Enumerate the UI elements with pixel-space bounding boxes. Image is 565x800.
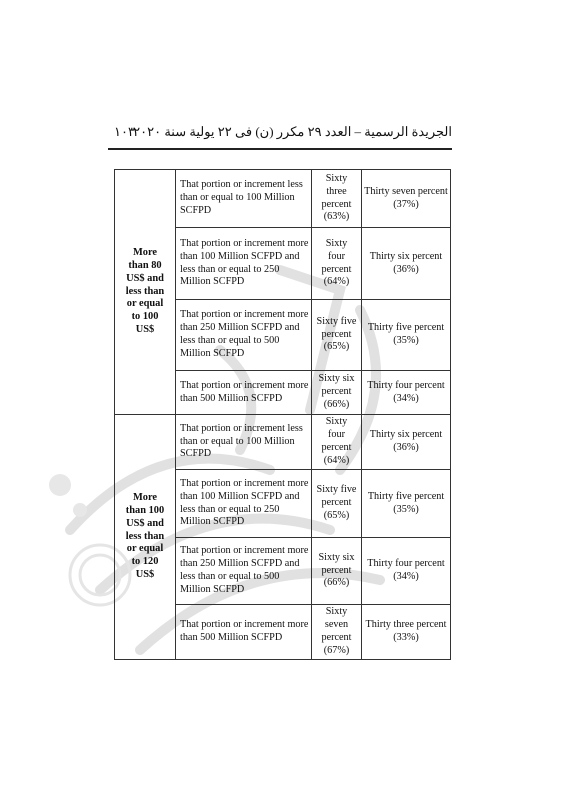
portion-cell <box>176 470 312 538</box>
second-share-cell <box>362 415 451 470</box>
second-share-cell <box>362 371 451 415</box>
second-share-cell <box>362 170 451 228</box>
portion-text: That portion or increment more than 250 Million SCFPD and less than or equal to 500 Million SCFPD <box>180 545 309 595</box>
second-share-text: Thirty three percent (33%) <box>365 619 447 643</box>
page-number: ١٠٣ <box>114 124 135 139</box>
price-band-cell <box>115 170 176 415</box>
portion-text: That portion or increment less than or equal to 100 Million SCFPD <box>180 422 303 460</box>
first-share-text: Sixty six percent (66%) <box>318 551 355 589</box>
second-share-text: Thirty four percent (34%) <box>367 558 445 582</box>
portion-cell <box>176 228 312 300</box>
second-share-cell <box>362 538 451 605</box>
portion-text: That portion or increment more than 500 Million SCFPD <box>180 379 309 404</box>
portion-cell <box>176 300 312 371</box>
second-share-cell <box>362 470 451 538</box>
price-band-label: More than 80 US$ and less than or equal to 100 US$ <box>125 247 165 335</box>
first-share-text: Sixty five percent (65%) <box>316 315 357 353</box>
portion-text: That portion or increment more than 250 Million SCFPD and less than or equal to 500 Million SCFPD <box>180 309 309 359</box>
header-divider <box>108 148 452 150</box>
second-share-text: Thirty seven percent (37%) <box>364 185 448 210</box>
portion-cell <box>176 605 312 660</box>
page-header <box>108 124 452 144</box>
portion-cell <box>176 371 312 415</box>
second-share-text: Thirty four percent (34%) <box>367 379 445 404</box>
portion-cell <box>176 415 312 470</box>
first-share-cell <box>312 470 362 538</box>
first-share-cell <box>312 415 362 470</box>
portion-text: That portion or increment more than 100 Million SCFPD and less than or equal to 250 Million SCFPD <box>180 477 309 528</box>
first-share-cell <box>312 170 362 228</box>
second-share-cell <box>362 228 451 300</box>
first-share-text: Sixty seven percent (67%) <box>321 606 352 656</box>
portion-cell <box>176 170 312 228</box>
second-share-text: Thirty five percent (35%) <box>367 490 445 515</box>
portion-text: That portion or increment more than 500 Million SCFPD <box>180 619 309 643</box>
second-share-text: Thirty six percent (36%) <box>369 429 443 453</box>
second-share-text: Thirty five percent (35%) <box>367 322 445 346</box>
portion-text: That portion or increment more than 100 Million SCFPD and less than or equal to 250 Million SCFPD <box>180 237 309 288</box>
portion-cell <box>176 538 312 605</box>
second-share-cell <box>362 605 451 660</box>
tariff-table <box>114 169 451 660</box>
first-share-text: Sixty three percent (63%) <box>321 172 352 223</box>
table-row <box>115 170 451 228</box>
portion-text: That portion or increment less than or equal to 100 Million SCFPD <box>180 179 303 216</box>
second-share-cell <box>362 300 451 371</box>
second-share-text: Thirty six percent (36%) <box>369 250 443 275</box>
first-share-cell <box>312 228 362 300</box>
first-share-text: Sixty six percent (66%) <box>318 373 355 410</box>
first-share-text: Sixty five percent (65%) <box>316 484 357 521</box>
first-share-cell <box>312 300 362 371</box>
table-row <box>115 415 451 470</box>
first-share-text: Sixty four percent (64%) <box>321 237 352 288</box>
first-share-cell <box>312 605 362 660</box>
gazette-title: الجريدة الرسمية – العدد ٢٩ مكرر (ن) فى ٢٢ يولية سنة ٢٠٢٠ <box>133 124 452 139</box>
price-band-cell <box>115 415 176 660</box>
first-share-text: Sixty four percent (64%) <box>321 416 352 466</box>
first-share-cell <box>312 538 362 605</box>
first-share-cell <box>312 371 362 415</box>
price-band-label: More than 100 US$ and less than or equal to 120 US$ <box>125 492 165 580</box>
